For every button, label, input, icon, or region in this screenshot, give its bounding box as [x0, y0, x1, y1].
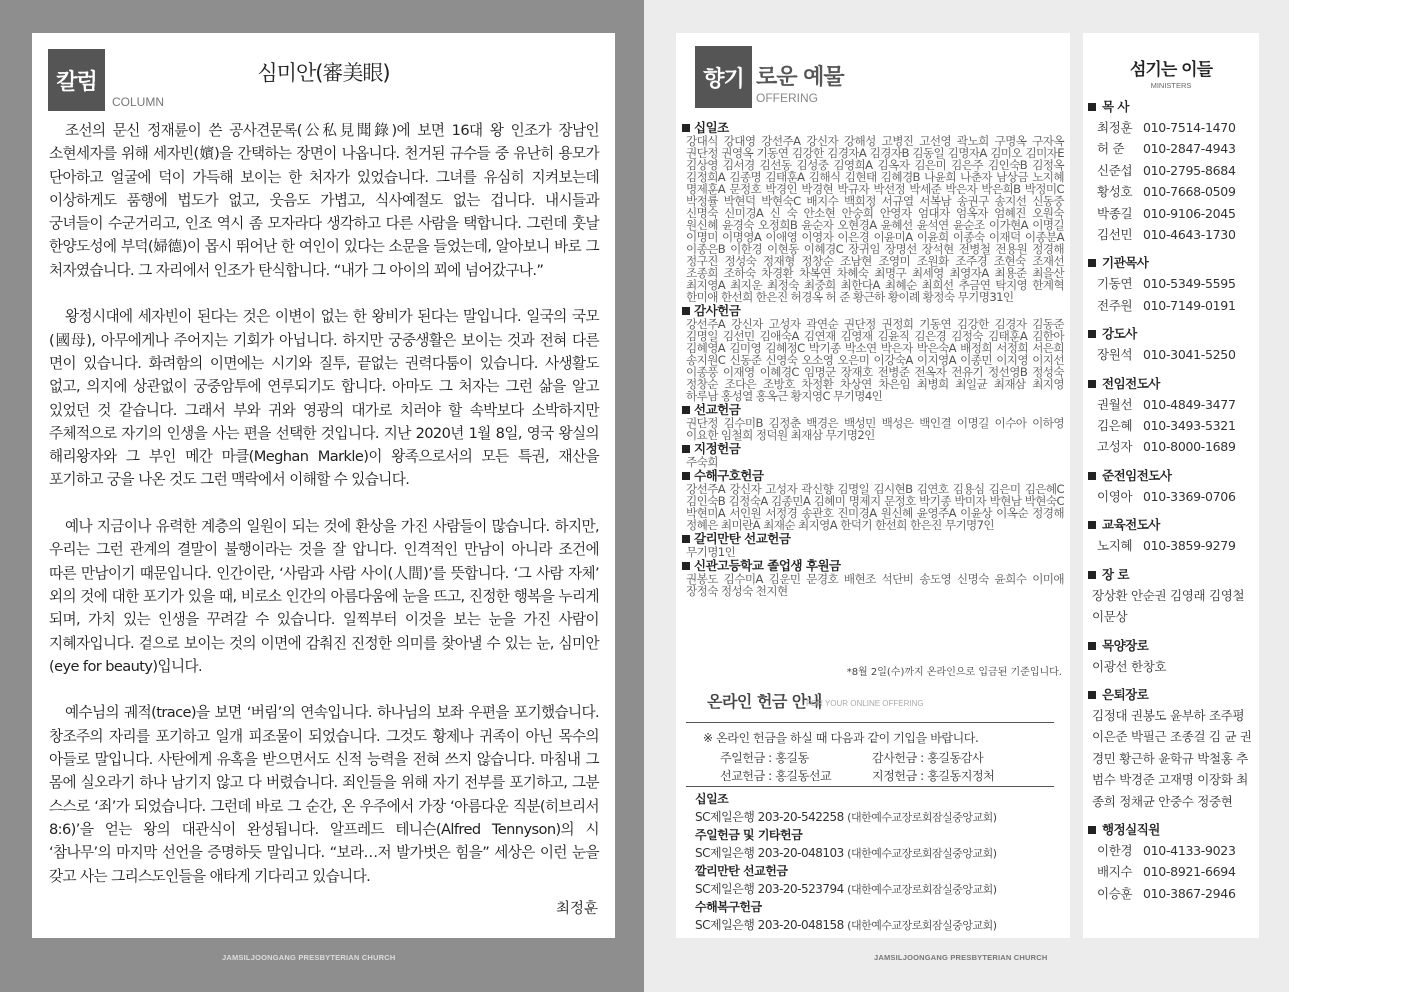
offering-section-names: 강대식 강대영 강선주A 강신자 강해성 고병진 고선영 곽노희 구명옥 구자옥 권단정 권영옥 기동연 김강한 김경자A 김경자B 김동일 김명자A 김미오 김미자E 김상영 김서경 김선동 김성중 김영희A 김옥자 김은미 김은주 김인숙B 김정옥 김정희A 김종명 김태훈A 김해식 김현태 김혜경B 나윤희 나춘자 남상금 노지혜 명제훈A 문정호 박경인 박경현 박규자 박선정 박세준 박은자 박은희B 박정미C 박정률 박현덕 박현숙C 배지수 백희정 서규열 서복남 송권구 송지선 신동중 신명숙 신미경A 신 숙 안소현 안숭희 안영자 엄대자 엄옥자 엄혜진 오원숙 원신혜 윤경숙 오정희B 윤순자 오현경A 윤혜선 윤석연 윤순조 이가현A 이명길 이명미 이명영A 이애영 이영자 이은경 이윤미A 이윤희 이종숙 이재덕 이종분A 이종은B 이한경 이현동 이혜경C 장귀임 장명선 장석현 전병철 전용원 정경해 정구진 정성숙 정재형 정창순 조남현 조영미 조원화 조주경 조현숙 조재선 조종희 조하숙 차경환 차복연 차혜숙 최명구 최세영 최영자A 최용준 최을산 최지영A 최지운 최정숙 최중희 최한다A 최혜순 최희선 추금연 탁지영 한계혁 한미애 한선희 한은진 허경옥 허 준 황근하 황이례 황정숙 무기명31인: [686, 134, 1064, 304]
minister-name: 기동연: [1097, 276, 1133, 292]
bullet-square-icon: [682, 307, 690, 315]
offering-section-title: 갈리만탄 선교헌금: [694, 531, 791, 546]
minister-group: [1088, 515, 1254, 556]
minister-group: [1088, 685, 1254, 812]
minister-row: [1088, 160, 1254, 181]
column-label: 칼럼: [48, 49, 105, 111]
account-item: [695, 827, 1055, 863]
column-title: 심미안(審美眼): [257, 61, 390, 85]
offering-section: [682, 559, 1064, 597]
offering-subtitle: OFFERING: [756, 91, 818, 105]
online-title: 온라인 헌금 안내: [707, 692, 822, 711]
account-holder: (대한예수교장로회잠실중앙교회): [847, 919, 997, 932]
divider: [686, 786, 1054, 787]
minister-phone: 010-7514-1470: [1143, 120, 1236, 135]
account-title: 십일조: [695, 792, 729, 806]
bullet-square-icon: [1088, 472, 1096, 480]
account-item: [695, 863, 1055, 899]
minister-names: 이광선 한창호: [1092, 658, 1167, 674]
account-title: 수해복구헌금: [695, 900, 762, 914]
offering-label: 향기: [695, 46, 752, 108]
footer-left: JAMSILJOONGANG PRESBYTERIAN CHURCH: [222, 953, 396, 962]
minister-phone: 010-3867-2946: [1143, 885, 1236, 901]
minister-group: [1088, 324, 1254, 365]
minister-phone: 010-7149-0191: [1143, 297, 1236, 313]
offering-section: [682, 442, 1064, 468]
offering-section-names: 권단정 김수미B 김정춘 백경은 백성민 백성은 백인결 이명길 이수아 이하영 이요한 임철희 정덕원 최재삼 무기명2인: [686, 416, 1064, 442]
ministers-panel: [1083, 33, 1259, 938]
minister-name: 노지혜: [1097, 538, 1133, 554]
bullet-square-icon: [1088, 259, 1096, 267]
minister-name: 김선민: [1097, 227, 1133, 243]
minister-group-title: 은퇴장로: [1102, 686, 1149, 702]
account-holder: (대한예수교장로회잠실중앙교회): [847, 883, 997, 896]
minister-group-title: 장 로: [1102, 566, 1130, 582]
minister-phone: 010-2795-8684: [1143, 162, 1236, 178]
column-panel: [32, 33, 615, 938]
bullet-square-icon: [1088, 826, 1096, 834]
minister-phone: 010-3041-5250: [1143, 347, 1236, 363]
offering-section: [682, 403, 1064, 441]
offering-section-names: 주숙희: [686, 455, 718, 469]
column-subtitle: COLUMN: [112, 95, 165, 109]
column-author: 최정훈: [555, 901, 598, 917]
bullet-square-icon: [1088, 380, 1096, 388]
offering-list: [682, 121, 1064, 598]
offering-panel: [676, 33, 1070, 938]
minister-row: [1088, 415, 1254, 436]
offering-section-title: 지정헌금: [694, 441, 741, 456]
minister-row: [1088, 203, 1254, 224]
bullet-square-icon: [682, 124, 690, 132]
ministers-subtitle: MINISTERS: [1150, 81, 1192, 90]
bullet-square-icon: [1088, 103, 1096, 111]
minister-phone: 010-3369-0706: [1143, 488, 1236, 504]
account-holder: (대한예수교장로회잠실중앙교회): [847, 847, 997, 860]
minister-group-title: 준전임전도사: [1102, 467, 1172, 483]
account-number: SC제일은행 203-20-048103: [695, 846, 844, 860]
bullet-square-icon: [1088, 642, 1096, 650]
minister-group-title: 목 사: [1102, 99, 1130, 114]
minister-group: [1088, 636, 1254, 677]
minister-group: [1088, 466, 1254, 507]
minister-group-title: 기관목사: [1102, 255, 1149, 271]
minister-phone: 010-2847-4943: [1143, 141, 1236, 157]
offering-note: *8월 2일(수)까지 온라인으로 입금된 기준입니다.: [846, 667, 1062, 678]
minister-phone: 010-4133-9023: [1143, 842, 1236, 858]
minister-name: 신준섭: [1097, 162, 1133, 178]
minister-name: 황성호: [1097, 184, 1133, 200]
minister-phone: 010-9106-2045: [1143, 205, 1236, 221]
bullet-square-icon: [1088, 571, 1096, 579]
minister-phone: 010-3493-5321: [1143, 418, 1236, 434]
minister-group: [1088, 820, 1254, 904]
minister-row: [1088, 436, 1254, 457]
minister-name: 고성자: [1097, 439, 1133, 455]
minister-phone: 010-3859-9279: [1143, 538, 1236, 554]
minister-row: [1088, 181, 1254, 202]
minister-row: [1088, 840, 1254, 861]
minister-row: [1088, 273, 1254, 294]
minister-name: 전주원: [1097, 297, 1133, 313]
minister-group-title: 교육전도사: [1102, 517, 1160, 533]
online-example: 선교헌금 : 홍길동선교: [720, 769, 832, 783]
online-example: 지정헌금 : 홍길동지정처: [872, 769, 995, 783]
online-intro: ※ 온라인 헌금을 하실 때 다음과 같이 기입을 바랍니다.: [703, 731, 979, 745]
minister-phone: 010-4643-1730: [1143, 227, 1236, 243]
offering-section-title: 감사헌금: [694, 303, 741, 318]
column-paragraph: 왕정시대에 세자빈이 된다는 것은 이변이 없는 한 왕비가 된다는 말입니다. 일국의 국모(國母), 아무에게나 주어지는 기회가 아닙니다. 하지만 궁중생활은 보이는 것과 전혀 다른 면이 있습니다. 화려함의 이면에는 시기와 질투, 끝없는 권력다툼이 있습니다. 사생활도 없고, 의지에 상관없이 궁중암투에 연루되기도 합니다. 아마도 그 처자는 그런 삶을 알고 있었던 것 같습니다. 그래서 부와 귀와 영광의 대가로 치러야 할 속박보다 소박하지만 주체적으로 자기의 인생을 사는 편을 선택한 것입니다. 지난 2020년 1월 8일, 영국 왕실의 해리왕자와 그 부인 메간 마클(Meghan Markle)이 왕족으로서의 모든 특권, 재산을 포기하고 궁을 나온 것도 그런 맥락에서 이해할 수 있습니다.: [49, 308, 599, 489]
minister-phone: 010-8000-1689: [1143, 439, 1236, 455]
divider: [686, 722, 1054, 723]
bullet-square-icon: [682, 406, 690, 414]
column-body: [49, 119, 599, 888]
minister-name: 이한경: [1097, 842, 1133, 858]
offering-section: [682, 532, 1064, 558]
minister-group-title: 목양장로: [1102, 637, 1149, 653]
offering-section-names: 무기명1인: [686, 545, 736, 559]
minister-row: [1088, 138, 1254, 159]
offering-title: 로운 예물: [756, 65, 844, 90]
minister-names: 김정대 권봉도 윤부하 조주평 이은준 박필근 조종걸 김 균 권경민 황근하 윤학규 박철홍 추범수 박경준 고재명 이장화 최종희 정채균 안중수 정중현: [1092, 707, 1252, 809]
account-holder: (대한예수교장로회잠실중앙교회): [847, 811, 997, 824]
column-paragraph: 조선의 문신 정재륜이 쓴 공사견문록(公私見聞錄)에 보면 16대 왕 인조가 장남인 소현세자를 위해 세자빈(嬪)을 간택하는 장면이 나옵니다. 천거된 규수들 중 유난히 용모가 단아하고 얼굴에 덕이 가득해 보이는 한 처자가 있었습니다. 그녀를 유심히 지켜보는데 이상하게도 품행에 법도가 없고, 웃음도 가볍고, 식사예절도 없는 겁니다. 내시들과 궁녀들이 수군거리고, 인조 역시 좀 모자라다 생각하고 다른 사람을 택합니다. 그런데 훗날 한양도성에 부덕(婦德)이 몹시 뛰어난 한 여인이 있다는 소문을 들었는데, 알아보니 바로 그 처자였습니다. 그 자리에서 인조가 탄식합니다. “내가 그 아이의 꾀에 넘어갔구나.”: [49, 122, 599, 279]
column-paragraph: 예수님의 궤적(trace)을 보면 ‘버림’의 연속입니다. 하나님의 보좌 우편을 포기했습니다. 창조주의 자리를 포기하고 일개 피조물이 되었습니다. 그것도 황제나 귀족이 아닌 목수의 아들로 말입니다. 사탄에게 유혹을 받으면서도 신적 능력을 전혀 쓰지 않습니다. 마침내 그 몸에 실오라기 하나 남기지 않고 다 버렸습니다. 죄인들을 위해 자기 전부를 포기하고, 그분 스스로 ‘죄’가 되었습니다. 그런데 바로 그 순간, 온 우주에서 가장 ‘아름다운 직분(히브리서 8:6)’을 얻는 왕의 대관식이 완성됩니다. 알프레드 테니슨(Alfred Tennyson)의 시 ‘참나무’의 마지막 선언을 증명하듯 말입니다. “보라…저 발가벗은 힘을” 세상은 이런 눈을 갖고 사는 그리스도인들을 애타게 기다리고 있습니다.: [49, 704, 599, 885]
offering-section-title: 선교헌금: [694, 402, 741, 417]
footer-right: JAMSILJOONGANG PRESBYTERIAN CHURCH: [874, 953, 1048, 962]
minister-name: 허 준: [1097, 141, 1125, 157]
minister-phone: 010-7668-0509: [1143, 184, 1236, 200]
ministers-title: 섬기는 이들: [1129, 60, 1213, 80]
minister-name: 배지수: [1097, 864, 1133, 880]
minister-phone: 010-8921-6694: [1143, 864, 1236, 880]
account-item: [695, 899, 1055, 935]
account-list: [695, 791, 1055, 935]
minister-row: [1088, 117, 1254, 138]
bullet-square-icon: [1088, 330, 1096, 338]
minister-name: 이승훈: [1097, 885, 1133, 901]
minister-row: [1088, 486, 1254, 507]
offering-section-title: 수해구호헌금: [694, 468, 764, 483]
minister-group-title: 행정실직원: [1102, 821, 1160, 837]
online-example: 감사헌금 : 홍길동감사: [872, 751, 984, 765]
offering-section-names: 강선주A 강신자 고성자 곽연순 권단정 권정희 기동연 김강한 김경자 김동준 김명일 김선민 김애숙A 김연재 김영재 김윤직 김은경 김정숙 김태훈A 김한아 김혜영A 김미영 김혜정C 박기종 박소연 박은자 박은숙A 배정희 서정희 서은희 송지원C 신동준 신영숙 오소영 오은미 이강숙A 이지영A 이종민 이지영 이지선 이종풍 이재영 이혜경C 임명군 장재호 전병준 전옥자 전유기 정선영B 정성숙 정창순 조다은 조방호 차정환 차상연 차은임 최병희 최일균 최재삼 최지영 하루남 홍성열 홍옥근 황지영C 무기명4인: [686, 317, 1064, 403]
minister-group: [1088, 374, 1254, 458]
offering-section: [682, 121, 1064, 303]
account-number: SC제일은행 203-20-542258: [695, 810, 844, 824]
account-number: SC제일은행 203-20-523794: [695, 882, 844, 896]
minister-row: [1088, 861, 1254, 882]
account-title: 깔리만탄 선교헌금: [695, 864, 788, 878]
minister-name: 김은혜: [1097, 418, 1133, 434]
bullet-square-icon: [682, 472, 690, 480]
minister-row: [1088, 224, 1254, 245]
minister-name: 권월선: [1097, 396, 1133, 412]
bullet-square-icon: [1088, 691, 1096, 699]
offering-section: [682, 469, 1064, 531]
minister-names: 장상환 안순권 김영래 김영철 이문상: [1092, 587, 1245, 625]
minister-group: [1088, 565, 1254, 628]
minister-row: [1088, 535, 1254, 556]
minister-group: [1088, 97, 1254, 245]
ministers-list: [1088, 97, 1254, 912]
online-example: 주일헌금 : 홍길동: [720, 751, 809, 765]
minister-phone: 010-5349-5595: [1143, 276, 1236, 292]
minister-group-title: 전임전도사: [1102, 375, 1160, 391]
minister-name: 박종길: [1097, 205, 1133, 221]
offering-section-names: 권봉도 김수미A 김운민 문경호 배현조 석단비 송도영 신명숙 윤희수 이미애 장정숙 정성숙 천지현: [686, 572, 1064, 598]
online-subtitle: FOR YOUR ONLINE OFFERING: [806, 699, 924, 708]
minister-row: [1088, 344, 1254, 365]
account-number: SC제일은행 203-20-048158: [695, 918, 844, 932]
online-example-row: [720, 749, 1024, 766]
column-paragraph: 예나 지금이나 유력한 계층의 일원이 되는 것에 환상을 가진 사람들이 많습니다. 하지만, 우리는 그런 관계의 결말이 불행이라는 것을 잘 압니다. 인격적인 만남이 아니라 조건에 따른 만남이기 때문입니다. 인간이란, ‘사람과 사람 사이(人間)’를 뜻합니다. ‘그 사람 자체’ 외의 것에 대한 포기가 있을 때, 비로소 인간의 아름다움에 눈을 뜨고, 진정한 행복을 누리게 되며, 가치 있는 인생을 꾸려갈 수 있습니다. 일찍부터 이것을 보는 눈을 가진 사람이 지혜자입니다. 겉으로 보이는 것의 이면에 감춰진 진정한 의미를 찾아낼 수 있는 눈, 심미안(eye for beauty)입니다.: [49, 518, 599, 675]
bullet-square-icon: [682, 562, 690, 570]
bullet-square-icon: [1088, 521, 1096, 529]
minister-group-title: 강도사: [1102, 326, 1137, 342]
minister-phone: 010-4849-3477: [1143, 396, 1236, 412]
bullet-square-icon: [682, 445, 690, 453]
minister-name: 최정훈: [1097, 120, 1133, 135]
minister-name: 이영아: [1097, 488, 1133, 504]
minister-row: [1088, 295, 1254, 316]
account-item: [695, 791, 1055, 827]
offering-section: [682, 304, 1064, 402]
bullet-square-icon: [682, 535, 690, 543]
online-example-row: [720, 767, 1024, 784]
account-title: 주일헌금 및 기타헌금: [695, 828, 803, 842]
minister-row: [1088, 394, 1254, 415]
minister-row: [1088, 883, 1254, 904]
offering-section-names: 강선주A 강신자 고성자 곽신향 김명일 김시현B 김연호 김용심 김은미 김은혜C 김인숙B 김정숙A 김종민A 김혜미 명제지 문정호 박기종 박미자 박현남 박현숙C 박현미A 서인원 서정경 송관호 진미경A 원신혜 윤영주A 이윤상 이옥순 정경해 정혜은 최미란A 최재순 최지영A 한덕기 한선희 한은진 무기명7인: [686, 482, 1064, 532]
minister-group: [1088, 253, 1254, 316]
offering-section-title: 십일조: [694, 120, 729, 135]
offering-section-title: 신관고등학교 졸업생 후원금: [694, 558, 841, 573]
minister-name: 장원석: [1097, 347, 1133, 363]
